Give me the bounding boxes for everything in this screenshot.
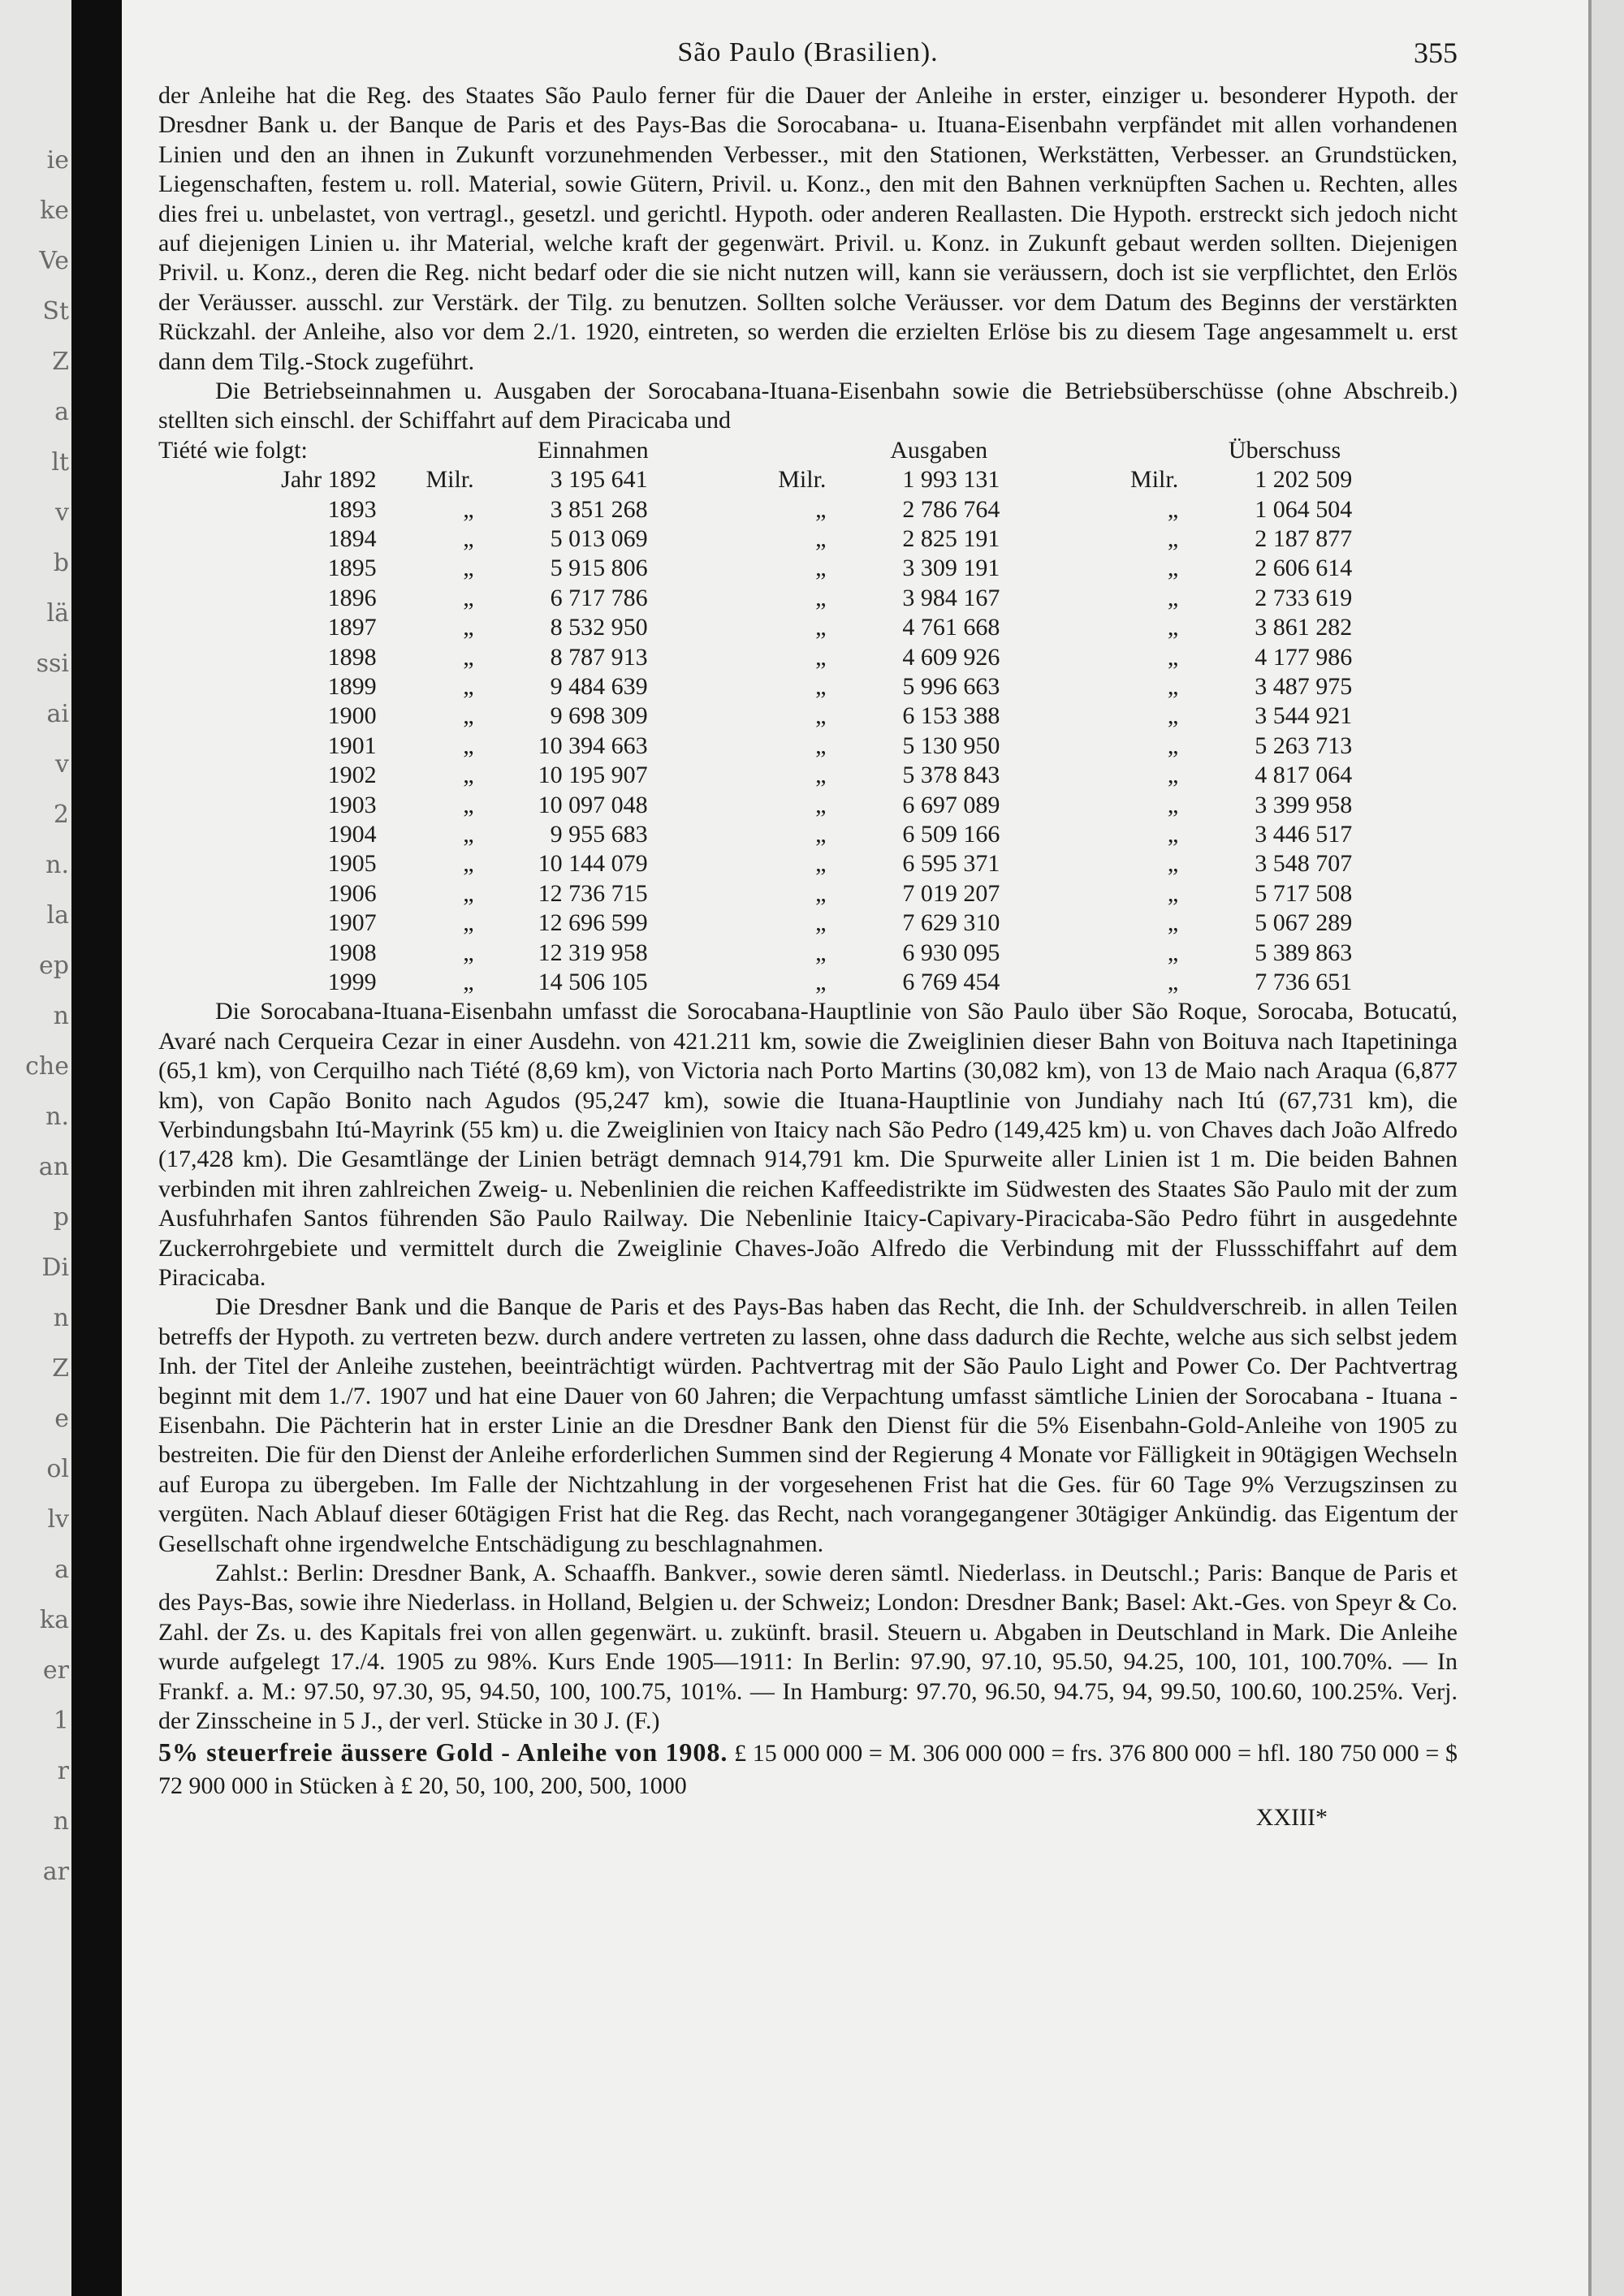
ausgaben-cell xyxy=(753,465,1105,494)
unit-mark: „ xyxy=(1167,791,1179,818)
amount: 10 097 048 xyxy=(538,791,648,818)
einnahmen-cell xyxy=(401,584,754,613)
unit-mark: „ xyxy=(815,850,827,878)
facing-page-strip xyxy=(0,0,71,2296)
amount: 7 019 207 xyxy=(902,879,1000,907)
margin-fragment: n. xyxy=(45,1103,69,1131)
loan-heading-title: 5% steuerfreie äussere Gold - Anleihe von 1908. xyxy=(158,1737,728,1767)
margin-fragment: la xyxy=(46,901,69,930)
margin-fragment: ol xyxy=(46,1455,69,1483)
unit-mark: „ xyxy=(1167,525,1179,553)
margin-fragment: a xyxy=(54,1556,69,1584)
unit-mark: „ xyxy=(815,909,827,937)
paragraph-hypothek: der Anleihe hat die Reg. des Staates São Paulo ferner für die Dauer der Anleihe in erster, einziger u. besonderer Hypoth. der Dresdner Bank u. der Banque de Paris et des Pays-Bas die Sorocabana- u. Ituana-Eisenbahn verpfändet mit allen vorhandenen Linien und den an ihnen in Zukunft vorzunehmenden Verbesser., mit den Stationen, Werkstätten, Verbesser. an Grundstücken, Liegenschaften, festem u. roll. Material, sowie Gütern, Privil. u. Konz., den mit den Bahnen verknüpften Sachen u. Rechten, alles dies frei u. unbelastet, von vertragl., gesetzl. und gerichtl. Hypoth. oder anderen Reallasten. Die Hypoth. erstreckt sich jedoch nicht auf diejenigen Linien u. ihr Material, welche kraft der gegenwärt. Privil. u. Konz. in Zukunft gebaut werden sollten. Diejenigen Privil. u. Konz., deren die Reg. nicht bedarf oder die sie nicht nutzen will, kann sie veräussern, doch ist sie verpflichtet, den Erlös der Veräusser. ausschl. zur Verstärk. der Tilg. zu benutzen. Sollten solche Veräusser. vor dem Datum des Beginns der verstärkten Rückzahl. der Anleihe, also vor dem 2./1. 1920, eintreten, so werden die erzielten Erlöse bis zu diesem Tage angesammelt u. erst dann dem Tilg.-Stock zugeführt. xyxy=(158,82,1458,375)
ausgaben-cell xyxy=(753,613,1105,642)
year-cell: 1894 xyxy=(327,525,377,553)
einnahmen-cell xyxy=(401,465,754,494)
margin-fragment: n xyxy=(53,1304,69,1332)
ueberschuss-cell xyxy=(1105,524,1458,554)
unit-mark: „ xyxy=(815,762,827,789)
amount: 12 736 715 xyxy=(538,879,648,907)
einnahmen-cell xyxy=(401,672,754,701)
ueberschuss-cell xyxy=(1105,908,1458,938)
einnahmen-cell xyxy=(401,701,754,731)
einnahmen-cell xyxy=(401,849,754,878)
margin-fragment: a xyxy=(54,398,69,426)
ueberschuss-cell xyxy=(1105,761,1458,790)
ueberschuss-cell xyxy=(1105,939,1458,968)
year-cell: 1896 xyxy=(327,584,377,611)
amount: 1 202 509 xyxy=(1255,466,1353,494)
table-row xyxy=(158,495,1458,524)
margin-fragment: n xyxy=(53,1002,69,1030)
table-row xyxy=(158,908,1458,938)
year-cell: 1893 xyxy=(327,495,377,523)
table-row xyxy=(158,643,1458,672)
margin-fragment: Z xyxy=(52,347,69,376)
margin-fragment: n. xyxy=(45,851,69,879)
paragraph-zahlstellen: Zahlst.: Berlin: Dresdner Bank, A. Schaaffh. Bankver., sowie deren sämtl. Niederlass. in Deutschl.; Paris: Banque de Paris et des Pays-Bas, sowie ihre Niederlass. in Holland, Belgien u. der Schweiz; London: Dresdner Bank; Basel: Akt.-Ges. von Speyr & Co. Zahl. der Zs. u. des Kapitals frei von allen gegenwärt. u. zukünft. brasil. Steuern u. Abgaben in Deutschland in Mark. Die Anleihe wurde aufgelegt 17./4. 1905 zu 98%. Kurs Ende 1905—1911: In Berlin: 97.90, 97.10, 95.50, 94.25, 100, 101, 100.70%. — In Frankf. a. M.: 97.50, 97.30, 95, 94.50, 100, 100.75, 101%. — In Hamburg: 97.70, 96.50, 94.75, 94, 99.50, 100.60, 100.25%. Verj. der Zinsscheine in 5 J., der verl. Stücke in 30 J. (F.) xyxy=(158,1560,1458,1735)
revenue-table xyxy=(158,436,1458,997)
ueberschuss-cell xyxy=(1105,672,1458,701)
unit-mark: „ xyxy=(1167,968,1179,995)
margin-fragment: ai xyxy=(46,700,69,728)
unit-mark: „ xyxy=(815,555,827,582)
amount: 4 609 926 xyxy=(902,643,1000,671)
unit-mark: „ xyxy=(463,643,474,671)
unit-mark: „ xyxy=(1167,732,1179,759)
year-cell: 1999 xyxy=(327,968,377,995)
margin-fragment: b xyxy=(53,549,69,577)
ueberschuss-cell xyxy=(1105,849,1458,878)
margin-fragment: an xyxy=(38,1153,69,1181)
amount: 4 177 986 xyxy=(1255,643,1353,671)
ueberschuss-cell xyxy=(1105,879,1458,908)
margin-fragment: lä xyxy=(46,599,69,628)
margin-fragment: er xyxy=(42,1656,69,1685)
unit-mark: „ xyxy=(463,732,474,759)
amount: 6 930 095 xyxy=(902,939,1000,966)
margin-fragment: ie xyxy=(46,146,69,175)
amount: 6 769 454 xyxy=(902,968,1000,995)
ausgaben-cell xyxy=(753,939,1105,968)
unit-mark: „ xyxy=(815,732,827,759)
amount: 10 144 079 xyxy=(538,850,648,878)
unit-mark: „ xyxy=(463,850,474,878)
running-header xyxy=(158,32,1458,81)
book-binding-shadow xyxy=(71,0,122,2296)
unit-mark: „ xyxy=(463,968,474,995)
amount: 9 484 639 xyxy=(550,673,648,700)
unit-mark: „ xyxy=(463,762,474,789)
paragraph-streckennetz: Die Sorocabana-Ituana-Eisenbahn umfasst die Sorocabana-Hauptlinie von São Paulo über São Roque, Sorocaba, Botucatú, Avaré nach Cerqueira Cezar in einer Ausdehn. von 421.211 km, sowie die Zweiglinien dieser Bahn von Boituva nach Itapetininga (65,1 km), von Cerquilho nach Tiété (8,69 km), von Victoria nach Porto Martins (30,082 km), von 13 de Maio nach Araqua (6,877 km), von Capão Bonito nach Agudos (95,247 km), sowie die Ituana-Hauptlinie von Jundiahy nach Itú (67,731 km), die Verbindungsbahn Itú-Mayrink (55 km) u. die Zweiglinien von Itaicy nach São Pedro (149,425 km) u. von Chaves dach João Alfredo (17,428 km). Die Gesamtlänge der Linien beträgt demnach 914,791 km. Die Spurweite aller Linien ist 1 m. Die beiden Bahnen verbinden mit ihren zahlreichen Zweig- u. Nebenlinien die reichen Kaffeedistrikte im Südwesten des Staates São Paulo mit der zum Ausfuhrhafen Santos führenden São Paulo Railway. Die Nebenlinie Itaicy-Capivary-Piracicaba-São Pedro führt in ausgedehnte Zuckerrohrgebiete und vermittelt durch die Zweiglinie Chaves-João Alfredo die Verbindung mit der Flussschiffahrt auf dem Piracicaba. xyxy=(158,998,1458,1291)
col-header-einnahmen: Einnahmen xyxy=(537,436,649,464)
margin-fragment: v xyxy=(55,750,69,779)
unit-mark: „ xyxy=(1167,495,1179,523)
unit-mark: „ xyxy=(463,555,474,582)
table-row xyxy=(158,761,1458,790)
ueberschuss-cell xyxy=(1105,701,1458,731)
unit-mark: „ xyxy=(815,939,827,966)
amount: 5 378 843 xyxy=(902,762,1000,789)
amount: 5 389 863 xyxy=(1255,939,1353,966)
ueberschuss-cell xyxy=(1105,791,1458,820)
table-lead: Tiété wie folgt: xyxy=(158,436,308,464)
margin-fragment: Z xyxy=(52,1354,69,1383)
year-cell: 1895 xyxy=(327,555,377,582)
einnahmen-cell xyxy=(401,879,754,908)
ueberschuss-cell xyxy=(1105,584,1458,613)
ausgaben-cell xyxy=(753,968,1105,997)
ausgaben-cell xyxy=(753,849,1105,878)
unit-mark: „ xyxy=(463,939,474,966)
margin-fragment: v xyxy=(55,498,69,527)
amount: 1 064 504 xyxy=(1255,495,1353,523)
amount: 6 153 388 xyxy=(902,702,1000,730)
amount: 7 736 651 xyxy=(1255,968,1353,995)
amount: 5 067 289 xyxy=(1255,909,1353,937)
year-cell: 1900 xyxy=(327,702,377,730)
amount: 6 697 089 xyxy=(902,791,1000,818)
table-row xyxy=(158,849,1458,878)
einnahmen-cell xyxy=(401,643,754,672)
year-cell: 1905 xyxy=(327,850,377,878)
table-row xyxy=(158,939,1458,968)
table-row xyxy=(158,879,1458,908)
table-row xyxy=(158,791,1458,820)
einnahmen-cell xyxy=(401,968,754,997)
unit-mark: „ xyxy=(1167,673,1179,700)
ueberschuss-cell xyxy=(1105,495,1458,524)
table-row xyxy=(158,554,1458,583)
amount: 4 817 064 xyxy=(1255,762,1353,789)
table-row xyxy=(158,732,1458,761)
amount: 5 915 806 xyxy=(550,555,648,582)
unit-mark: „ xyxy=(1167,702,1179,730)
ueberschuss-cell xyxy=(1105,820,1458,849)
unit-mark: „ xyxy=(815,879,827,907)
paragraph-pachtvertrag: Die Dresdner Bank und die Banque de Paris et des Pays-Bas haben das Recht, die Inh. der Schuldverschreib. in allen Teilen betreffs der Hypoth. zu vertreten bezw. durch andere vertreten zu lassen, ohne dass dadurch die Rechte, welche aus sich selbst jedem Inh. der Titel der Anleihe zustehen, beeinträchtigt würden. Pachtvertrag mit der São Paulo Light and Power Co. Der Pachtvertrag beginnt mit dem 1./7. 1907 und hat eine Dauer von 60 Jahren; die Verpachtung umfasst sämtliche Linien der Sorocabana - Ituana - Eisenbahn. Die Pächterin hat in erster Linie an die Dresdner Bank den Dienst für die 5% Eisenbahn-Gold-Anleihe von 1905 zu bestreiten. Die für den Dienst der Anleihe erforderlichen Summen sind der Regierung 4 Monate vor Fälligkeit in 90tägigen Wechseln auf Europa zu übergeben. Im Falle der Nichtzahlung in der vorgesehenen Frist hat die Ges. für 60 Tage 9% Verzugszinsen zu vergüten. Nach Ablauf dieser 60tägigen Frist hat die Reg. das Recht, nach vorangegangener 30tägiger Ankündig. das Eigentum der Gesellschaft ohne irgendwelche Entschädigung zu beschlagnahmen. xyxy=(158,1293,1458,1557)
unit-mark: „ xyxy=(463,879,474,907)
loan-heading xyxy=(158,1736,1458,1802)
margin-fragment: n xyxy=(53,1807,69,1836)
unit-mark: „ xyxy=(815,820,827,848)
amount: 12 696 599 xyxy=(538,909,648,937)
table-row xyxy=(158,613,1458,642)
table-row xyxy=(158,584,1458,613)
table-row xyxy=(158,465,1458,494)
ueberschuss-cell xyxy=(1105,968,1458,997)
ausgaben-cell xyxy=(753,495,1105,524)
margin-fragment: ar xyxy=(42,1858,69,1886)
page-number: 355 xyxy=(1414,37,1458,69)
einnahmen-cell xyxy=(401,761,754,790)
margin-fragment: r xyxy=(57,1757,69,1785)
unit-mark: „ xyxy=(463,584,474,611)
ausgaben-cell xyxy=(753,879,1105,908)
page-edge xyxy=(1588,0,1624,2296)
amount: 7 629 310 xyxy=(902,909,1000,937)
amount: 5 996 663 xyxy=(902,673,1000,700)
einnahmen-cell xyxy=(401,908,754,938)
amount: 2 786 764 xyxy=(902,495,1000,523)
unit-mark: „ xyxy=(1167,614,1179,641)
amount: 6 717 786 xyxy=(550,584,648,611)
unit-mark: „ xyxy=(1167,879,1179,907)
col-header-ueberschuss: Überschuss xyxy=(1228,436,1341,464)
ausgaben-cell xyxy=(753,524,1105,554)
table-header xyxy=(158,436,1458,465)
einnahmen-cell xyxy=(401,554,754,583)
year-cell: 1907 xyxy=(327,909,377,937)
amount: 1 993 131 xyxy=(902,466,1000,494)
year-cell: 1899 xyxy=(327,673,377,700)
einnahmen-cell xyxy=(401,495,754,524)
amount: 2 187 877 xyxy=(1255,525,1353,553)
amount: 4 761 668 xyxy=(902,614,1000,641)
ausgaben-cell xyxy=(753,584,1105,613)
amount: 3 851 268 xyxy=(550,495,648,523)
margin-fragment: ke xyxy=(40,196,69,225)
year-cell: 1908 xyxy=(327,939,377,966)
margin-fragment: 2 xyxy=(53,801,69,829)
unit-mark: „ xyxy=(1167,909,1179,937)
einnahmen-cell xyxy=(401,613,754,642)
amount: 6 509 166 xyxy=(902,820,1000,848)
amount: 5 263 713 xyxy=(1255,732,1353,759)
amount: 3 309 191 xyxy=(902,555,1000,582)
unit-mark: „ xyxy=(463,702,474,730)
unit-mark: „ xyxy=(1167,850,1179,878)
amount: 2 733 619 xyxy=(1255,584,1353,611)
col-header-ausgaben: Ausgaben xyxy=(890,436,988,464)
margin-fragment: lt xyxy=(51,448,69,477)
margin-fragment: Ve xyxy=(39,247,69,275)
einnahmen-cell xyxy=(401,939,754,968)
unit-mark: Milr. xyxy=(1130,466,1179,494)
ueberschuss-cell xyxy=(1105,613,1458,642)
einnahmen-cell xyxy=(401,732,754,761)
ueberschuss-cell xyxy=(1105,643,1458,672)
amount: 8 787 913 xyxy=(550,643,648,671)
unit-mark: „ xyxy=(1167,762,1179,789)
ausgaben-cell xyxy=(753,908,1105,938)
unit-mark: Milr. xyxy=(425,466,474,494)
amount: 3 984 167 xyxy=(902,584,1000,611)
unit-mark: „ xyxy=(463,525,474,553)
unit-mark: „ xyxy=(815,702,827,730)
year-cell: 1906 xyxy=(327,879,377,907)
unit-mark: Milr. xyxy=(778,466,827,494)
year-cell: 1897 xyxy=(327,614,377,641)
table-row xyxy=(158,820,1458,849)
year-cell: 1898 xyxy=(327,643,377,671)
unit-mark: „ xyxy=(1167,584,1179,611)
ausgaben-cell xyxy=(753,701,1105,731)
margin-fragment: lv xyxy=(47,1505,69,1534)
amount: 3 446 517 xyxy=(1255,820,1353,848)
year-cell: Jahr 1892 xyxy=(281,466,377,494)
unit-mark: „ xyxy=(815,643,827,671)
year-cell: 1904 xyxy=(327,820,377,848)
page-title: São Paulo (Brasilien). xyxy=(677,37,939,67)
unit-mark: „ xyxy=(463,495,474,523)
unit-mark: „ xyxy=(1167,555,1179,582)
ausgaben-cell xyxy=(753,761,1105,790)
amount: 3 399 958 xyxy=(1255,791,1353,818)
unit-mark: „ xyxy=(463,673,474,700)
margin-fragment: St xyxy=(42,297,69,326)
amount: 5 013 069 xyxy=(550,525,648,553)
margin-fragment: ka xyxy=(39,1606,69,1634)
unit-mark: „ xyxy=(815,968,827,995)
ueberschuss-cell xyxy=(1105,554,1458,583)
margin-fragment: Di xyxy=(41,1254,69,1282)
paragraph-betriebseinnahmen: Die Betriebseinnahmen u. Ausgaben der Sorocabana-Ituana-Eisenbahn sowie die Betriebsüberschüsse (ohne Abschreib.) stellten sich einschl. der Schiffahrt auf dem Piracicaba und xyxy=(158,378,1458,434)
unit-mark: „ xyxy=(1167,820,1179,848)
ausgaben-cell xyxy=(753,554,1105,583)
unit-mark: „ xyxy=(815,673,827,700)
year-cell: 1902 xyxy=(327,762,377,789)
margin-fragment: ssi xyxy=(36,650,69,678)
margin-fragment: e xyxy=(54,1405,69,1433)
ausgaben-cell xyxy=(753,732,1105,761)
amount: 10 394 663 xyxy=(538,732,648,759)
ueberschuss-cell xyxy=(1105,465,1458,494)
margin-fragment: che xyxy=(25,1052,69,1081)
table-row xyxy=(158,968,1458,997)
signature-mark: XXIII* xyxy=(1255,1804,1328,1832)
margin-fragment: 1 xyxy=(53,1707,69,1735)
table-row xyxy=(158,701,1458,731)
unit-mark: „ xyxy=(815,525,827,553)
unit-mark: „ xyxy=(463,614,474,641)
unit-mark: „ xyxy=(815,614,827,641)
amount: 12 319 958 xyxy=(538,939,648,966)
amount: 2 825 191 xyxy=(902,525,1000,553)
einnahmen-cell xyxy=(401,820,754,849)
amount: 8 532 950 xyxy=(550,614,648,641)
amount: 3 195 641 xyxy=(550,466,648,494)
amount: 3 861 282 xyxy=(1255,614,1353,641)
ausgaben-cell xyxy=(753,791,1105,820)
ausgaben-cell xyxy=(753,643,1105,672)
amount: 3 487 975 xyxy=(1255,673,1353,700)
amount: 3 544 921 xyxy=(1255,702,1353,730)
page-text xyxy=(158,32,1458,1833)
unit-mark: „ xyxy=(815,791,827,818)
ueberschuss-cell xyxy=(1105,732,1458,761)
unit-mark: „ xyxy=(463,820,474,848)
unit-mark: „ xyxy=(815,495,827,523)
ausgaben-cell xyxy=(753,672,1105,701)
loan-heading-details: £ 15 000 000 = M. 306 000 000 = frs. 376 800 000 = hfl. 180 750 000 = $ 72 900 000 in Stücken à £ 20, 50, 100, 200, 500, 1000 xyxy=(158,1740,1458,1800)
amount: 2 606 614 xyxy=(1255,555,1353,582)
ausgaben-cell xyxy=(753,820,1105,849)
year-cell: 1903 xyxy=(327,791,377,818)
amount: 3 548 707 xyxy=(1255,850,1353,878)
amount: 14 506 105 xyxy=(538,968,648,995)
amount: 5 130 950 xyxy=(902,732,1000,759)
amount: 9 698 309 xyxy=(550,702,648,730)
unit-mark: „ xyxy=(1167,643,1179,671)
year-cell: 1901 xyxy=(327,732,377,759)
margin-fragment: ep xyxy=(39,952,69,980)
margin-fragment: p xyxy=(53,1203,69,1232)
amount: 5 717 508 xyxy=(1255,879,1353,907)
einnahmen-cell xyxy=(401,791,754,820)
table-body xyxy=(158,465,1458,997)
unit-mark: „ xyxy=(1167,939,1179,966)
table-row xyxy=(158,672,1458,701)
amount: 6 595 371 xyxy=(902,850,1000,878)
amount: 9 955 683 xyxy=(550,820,648,848)
unit-mark: „ xyxy=(815,584,827,611)
amount: 10 195 907 xyxy=(538,762,648,789)
unit-mark: „ xyxy=(463,909,474,937)
unit-mark: „ xyxy=(463,791,474,818)
einnahmen-cell xyxy=(401,524,754,554)
table-row xyxy=(158,524,1458,554)
